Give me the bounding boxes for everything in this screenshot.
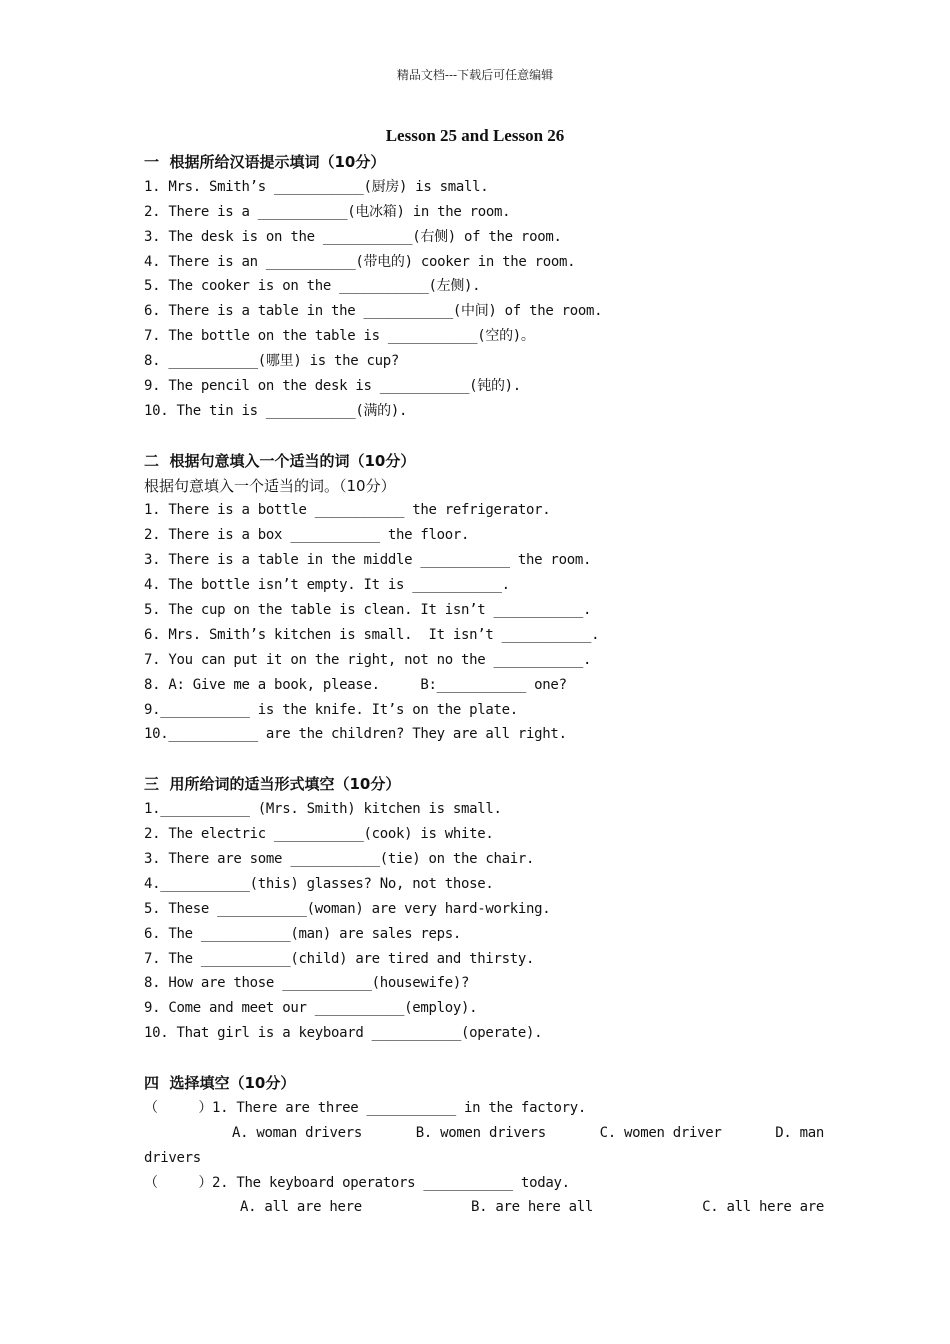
mc-options [144, 1121, 824, 1146]
section-heading: 三 用所给词的适当形式填空（10分） [144, 775, 401, 794]
question-line: 2. The electric ___________(cook) is white. [144, 826, 494, 843]
question-line: 6. There is a table in the ___________(中间) of the room. [144, 303, 603, 320]
page-header: 精品文档---下载后可任意编辑 [396, 68, 554, 82]
question-line: 8. How are those ___________(housewife)? [144, 975, 470, 992]
question-line: 4. The bottle isn’t empty. It is ___________. [144, 577, 510, 594]
question-line: 5. These ___________(woman) are very hard-working. [144, 900, 551, 917]
question-line: 7. You can put it on the right, not no the ___________. [144, 651, 592, 668]
section-2 [144, 449, 824, 748]
question-line: 3. There is a table in the middle ___________ the room. [144, 552, 592, 569]
option-c: C. all here are [702, 1199, 824, 1216]
section-heading: 二 根据句意填入一个适当的词（10分） [144, 451, 416, 470]
section-heading: 一 根据所给汉语提示填词（10分） [144, 153, 386, 171]
option-d: D. man [775, 1124, 824, 1141]
question-line: 8. ___________(哪里) is the cup? [144, 353, 400, 370]
option-c: C. women driver [599, 1124, 722, 1141]
section-instruction: 根据句意填入一个适当的词。（10分） [144, 476, 396, 495]
question-line: 2. There is a box ___________ the floor. [144, 527, 470, 544]
worksheet-body [144, 150, 824, 1220]
question-line: 9. The pencil on the desk is ___________(钝的). [144, 378, 521, 395]
section-1 [144, 150, 824, 424]
question-line: 10.___________ are the children? They are all right. [144, 726, 567, 743]
question-line: 10. The tin is ___________(满的). [144, 402, 408, 419]
question-line: 9.___________ is the knife. It’s on the plate. [144, 701, 518, 718]
question-line: 3. The desk is on the ___________(右侧) of the room. [144, 228, 562, 245]
question-line: 1.___________ (Mrs. Smith) kitchen is small. [144, 801, 502, 818]
question-line: 8. A: Give me a book, please. B:___________ one? [144, 676, 567, 693]
question-line: 9. Come and meet our ___________(employ). [144, 1000, 478, 1017]
section-3 [144, 772, 824, 1046]
question-line: 5. The cooker is on the ___________(左侧). [144, 278, 481, 295]
mc-question: （ ）1. There are three ___________ in the factory. [144, 1099, 586, 1116]
question-line: 2. There is a ___________(电冰箱) in the room. [144, 203, 511, 220]
section-4 [144, 1071, 824, 1220]
question-line: 4.___________(this) glasses? No, not those. [144, 875, 494, 892]
section-heading: 四 选择填空（10分） [144, 1073, 296, 1092]
question-line: 7. The bottle on the table is ___________(空的)。 [144, 328, 535, 345]
option-a: A. woman drivers [232, 1124, 363, 1141]
question-line: 1. There is a bottle ___________ the refrigerator. [144, 502, 551, 519]
question-line: 3. There are some ___________(tie) on the chair. [144, 850, 535, 867]
option-wrap: drivers [144, 1149, 201, 1166]
question-line: 6. Mrs. Smith’s kitchen is small. It isn’t ___________. [144, 626, 600, 643]
question-line: 10. That girl is a keyboard ___________(operate). [144, 1025, 543, 1042]
option-b: B. are here all [471, 1199, 593, 1216]
mc-options [144, 1195, 824, 1220]
mc-question: （ ）2. The keyboard operators ___________ today. [144, 1174, 570, 1191]
question-line: 5. The cup on the table is clean. It isn’t ___________. [144, 602, 592, 619]
option-b: B. women drivers [415, 1124, 546, 1141]
question-line: 1. Mrs. Smith’s ___________(厨房) is small. [144, 178, 489, 195]
question-line: 7. The ___________(child) are tired and thirsty. [144, 950, 535, 967]
option-a: A. all are here [240, 1199, 362, 1216]
question-line: 6. The ___________(man) are sales reps. [144, 925, 462, 942]
lesson-title: Lesson 25 and Lesson 26 [385, 126, 565, 145]
question-line: 4. There is an ___________(带电的) cooker in the room. [144, 253, 576, 270]
